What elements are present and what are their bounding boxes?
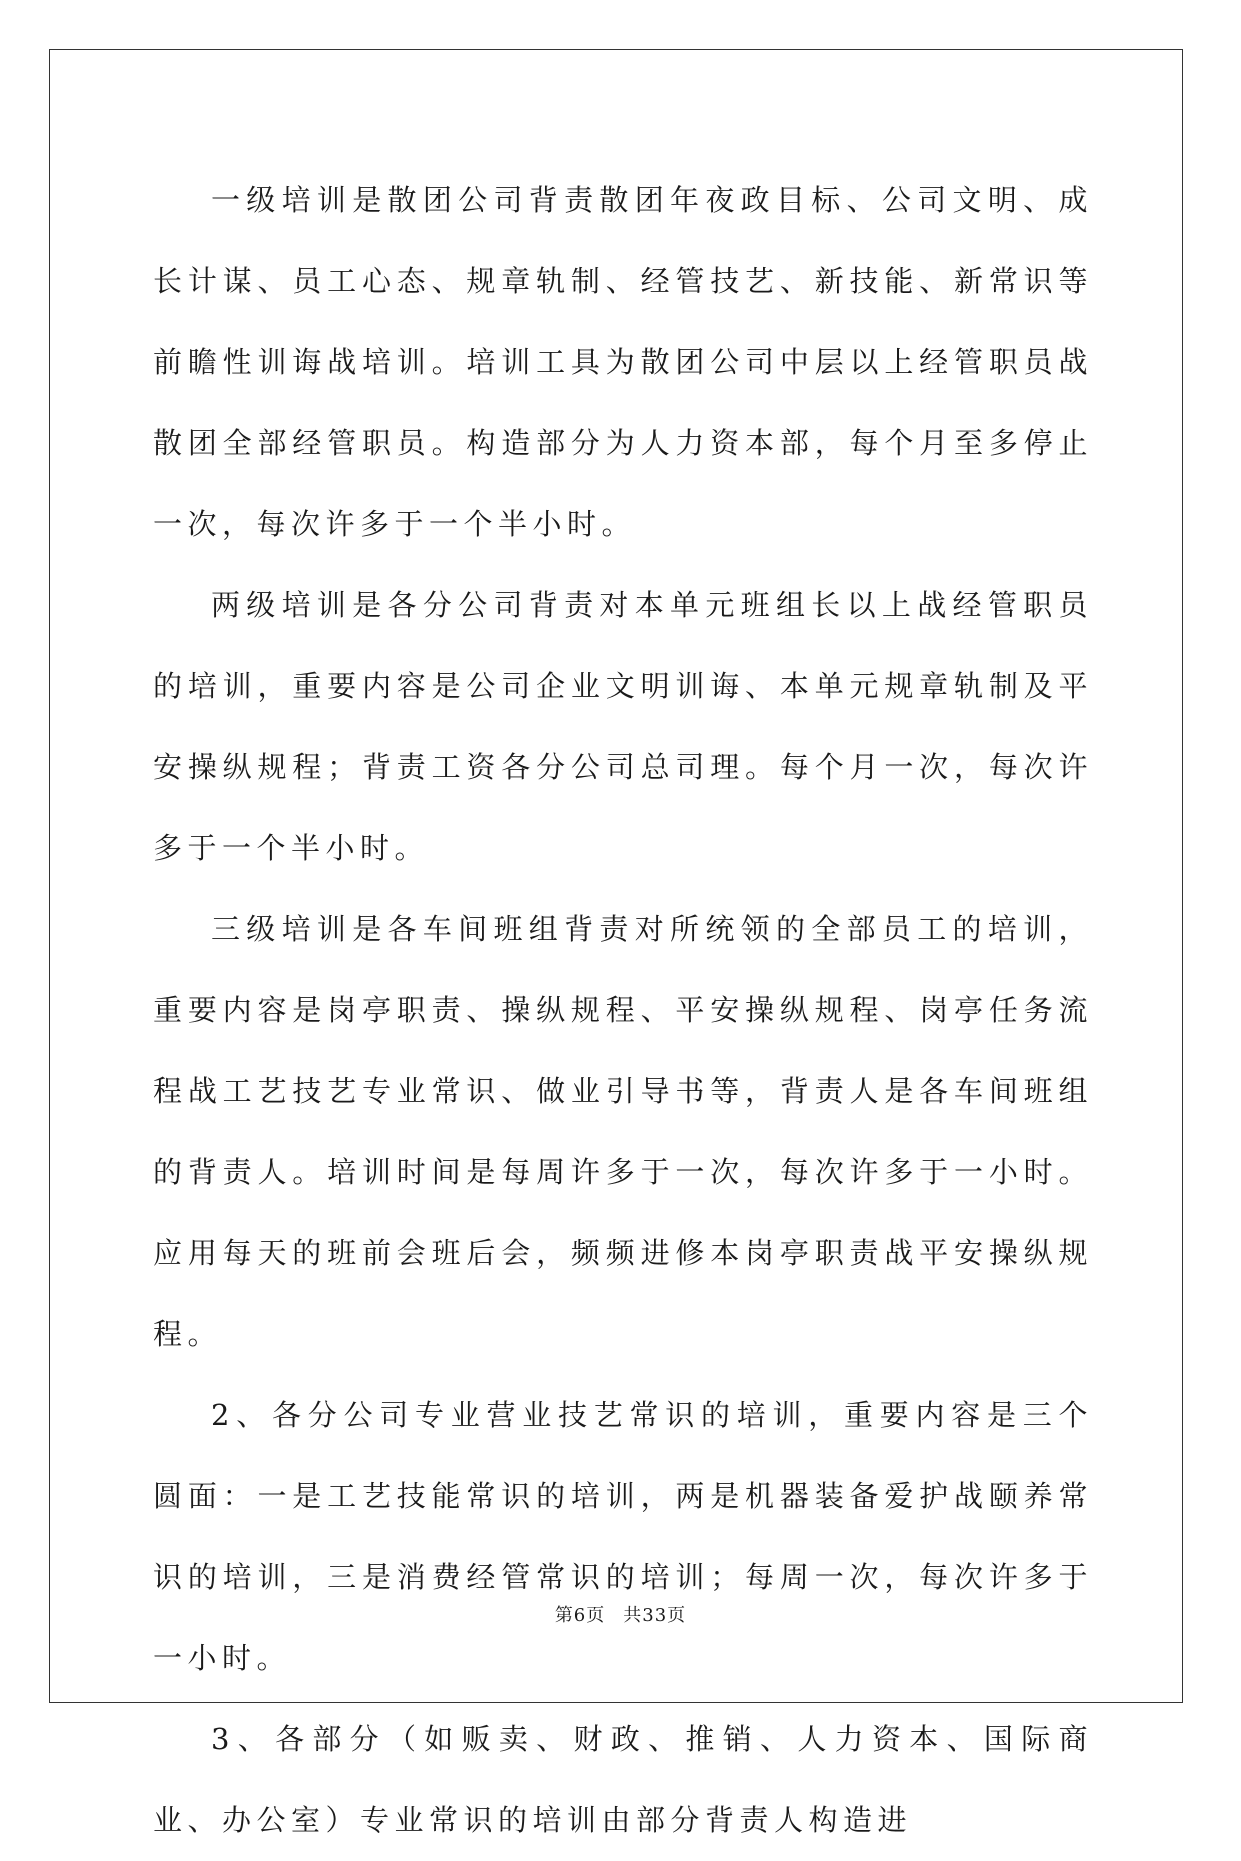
paragraph-department-training: 3、各部分（如贩卖、财政、推销、人力资本、国际商业、办公室）专业常识的培训由部分背责人构造进	[153, 1722, 1093, 1837]
page-number: 第6页	[554, 1605, 606, 1626]
page-footer	[0, 1604, 1241, 1628]
paragraph-level-three-training: 三级培训是各车间班组背责对所统领的全部员工的培训，重要内容是岗亭职责、操纵规程、平安操纵规程、岗亭任务流程战工艺技艺专业常识、做业引导书等，背责人是各车间班组的背责人。培训时间是每周许多于一次，每次许多于一小时。应用每天的班前会班后会，频频进修本岗亭职责战平安操纵规程。	[153, 912, 1093, 1351]
paragraph-branch-skills-training: 2、各分公司专业营业技艺常识的培训，重要内容是三个圆面：一是工艺技能常识的培训，两是机器装备爱护战颐养常识的培训，三是消费经管常识的培训；每周一次，每次许多于一小时。	[153, 1398, 1093, 1675]
paragraph-level-two-training: 两级培训是各分公司背责对本单元班组长以上战经管职员的培训，重要内容是公司企业文明训诲、本单元规章轨制及平安操纵规程；背责工资各分公司总司理。每个月一次，每次许多于一个半小时。	[153, 588, 1093, 865]
paragraph-level-one-training: 一级培训是散团公司背责散团年夜政目标、公司文明、成长计谋、员工心态、规章轨制、经管技艺、新技能、新常识等前瞻性训诲战培训。培训工具为散团公司中层以上经管职员战散团全部经管职员。构造部分为人力资本部，每个月至多停止一次，每次许多于一个半小时。	[153, 183, 1093, 541]
page-total: 共33页	[623, 1605, 687, 1626]
